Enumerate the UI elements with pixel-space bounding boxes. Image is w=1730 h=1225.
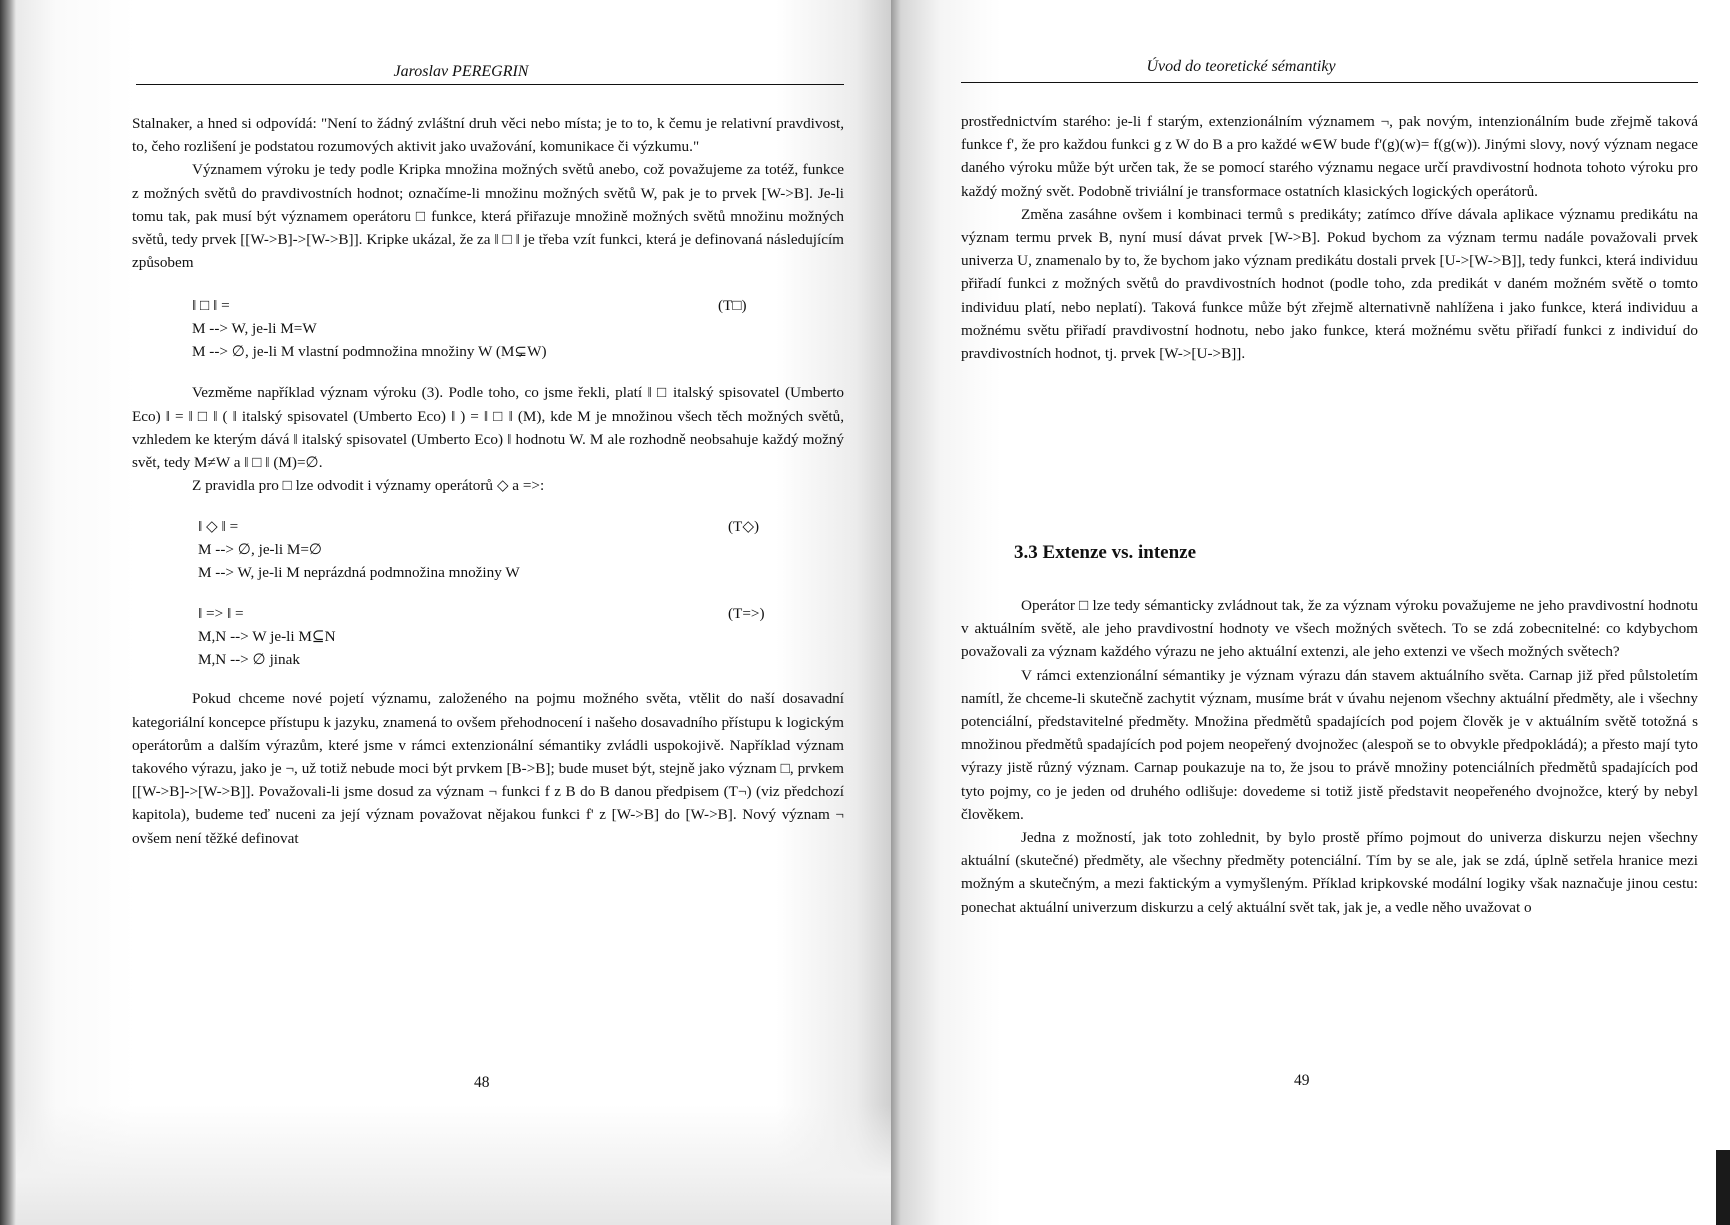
right-body-bottom [961, 594, 1698, 919]
formula-implication-tag: (T=>) [728, 605, 765, 623]
paragraph: Z pravidla pro □ lze odvodit i významy operátorů ◇ a =>: [192, 477, 545, 495]
formula-box-line-1: M --> W, je-li M=W [192, 320, 317, 338]
paragraph: Operátor □ lze tedy sémanticky zvládnout tak, že za význam výroku považujeme ne jeho pravdivostní hodnotu v aktuálním světě, ale jeho pravdivostní hodnoty ve všech možných světech. To se zdá zobecnitelné: co kdybychom považovali za význam každého výrazu ne jeho aktuální extenzi, ale jeho extenzi ve všech možných světech? [961, 597, 1698, 661]
formula-implication-line-1: M,N --> W je-li M⊆N [198, 628, 336, 646]
formula-implication-definition [132, 602, 844, 625]
formula-box-head: ‖ □ ‖ = [192, 297, 230, 315]
formula-box-line-2: M --> ∅, je-li M vlastní podmnožina množiny W (M⊊W) [192, 343, 547, 361]
book-edge-left [0, 0, 16, 1225]
header-rule [961, 82, 1698, 83]
paragraph: V rámci extenzionální sémantiky je význam výrazu dán stavem aktuálního světa. Carnap již před půlstoletím namítl, že chceme-li skutečně zachytit význam, musíme brát v úvahu nejenom všechny aktuální předměty, ale i všechny potenciální, představitelné předměty. Množina předmětů spadajících pod pojem člověk je v aktuálním světě totožná s množinou předmětů spadajících pod pojem neopeřený dvojnožec (alespoň se to obvykle předpokládá); a přesto mají tyto výrazy jistě různý význam. Carnap poukazuje na to, že jsou to právě množiny potenciálních předmětů spadajících pod tyto pojmy, co je jeden od druhého odlišuje: dovedeme si totiž jistě představit neopeřeného dvojnožce, který by nebyl člověkem. [961, 666, 1698, 823]
paragraph: Změna zasáhne ovšem i kombinaci termů s predikáty; zatímco dříve dávala aplikace významu predikátu na význam termu prvek B, nyní musí dávat prvek [W->B]. Pokud bychom za význam termu nadále považovali prvek univerza U, znamenalo by to, že bychom jako význam predikátu dostali prvek [U->[W->B]], tedy funkci, která individuu přiřadí funkci z možných světů do pravdivostních hodnot (podle toho, zda predikát v daném možném světě o tomto individuu platí, nebo neplatí). Taková funkce může být zřejmě alternativně nahlížena i jako funkce, která individuu a možnému světu přiřadí pravdivostní hodnotu, nebo jako funkce, která možnému světu přiřadí funkci z individuí do pravdivostních hodnot, tj. prvek [W->[U->B]]. [961, 205, 1698, 363]
formula-diamond-head: ‖ ◇ ‖ = [198, 518, 239, 536]
formula-implication-head: ‖ => ‖ = [198, 605, 244, 623]
left-page [16, 0, 891, 1225]
paragraph: prostřednictvím starého: je-li f starým, extenzionálním významem ¬, pak novým, intenzionálním bude zřejmě taková funkce f', že pro každou funkci g z W do B a pro každé w∈W bude f'(g)(w)= f(g(w)). Jinými slovy, nový význam negace daného výroku může být určen tak, že se pomocí starého významu negace určí pravdivostní hodnota tohoto výroku pro každý možný svět. Podobně triviální je transformace ostatních klasických logických operátorů. [961, 113, 1698, 200]
paragraph: Jedna z možností, jak toto zohlednit, by bylo prostě přímo pojmout do univerza diskurzu nejen všechny aktuální (skutečné) předměty, ale všechny předměty potenciální. Tím by se ale, jak se zdá, úplně setřela hranice mezi možným a skutečným, a mezi faktickým a vymyšleným. Příklad kripkovské modální logiky však naznačuje jinou cestu: ponechat aktuální univerzum diskurzu a celý aktuální svět tak, jak je, a vedle něho uvažovat o [961, 829, 1698, 916]
formula-box-tag: (T□) [718, 297, 747, 315]
header-rule [136, 84, 844, 85]
page-number-right: 49 [1294, 1072, 1310, 1089]
book-edge-right [1716, 1150, 1730, 1225]
formula-diamond-tag: (T◇) [728, 518, 760, 536]
paragraph: Pokud chceme nové pojetí významu, založeného na pojmu možného světa, vtělit do naší dosavadní kategoriální koncepce přístupu k jazyku, znamená to ovšem přehodnocení i našeho dosavadního přístupu k logickým operátorům a dalším výrazům, které jsme v rámci extenzionální sémantiky zvládli uspokojivě. Například význam takového výrazu, jako je ¬, už totiž nebude moci být prvkem [B->B]; bude muset být, stejně jako význam □, prvkem [[W->B]->[W->B]]. Považovali-li jsme dosud za význam ¬ funkci f z B do B danou předpisem (T¬) (viz předchozí kapitola), budeme teď nuceni za její význam považovat nějakou funkci f' z [W->B] do [W->B]. Nový význam ¬ ovšem není těžké definovat [132, 690, 844, 847]
paragraph: Významem výroku je tedy podle Kripka množina možných světů anebo, což považujeme za totéž, funkce z možných světů do pravdivostních hodnot; označíme-li množinu možných světů W, pak je to prvek [W->B]. Je-li tomu tak, pak musí být významem operátoru □ funkce, která přiřazuje množině možných světů množinu možných světů, tedy prvek [[W->B]->[W->B]]. Kripke ukázal, že za ‖ □ ‖ je třeba vzít funkci, která je definovaná následujícím způsobem [132, 161, 844, 272]
paragraph: Stalnaker, a hned si odpovídá: "Není to žádný zvláštní druh věci nebo místa; je to to, k čemu je relativní pravdivost, to, čeho rozlišení je podstatou rozumových aktivit jako uvažování, komunikace či výzkumu." [132, 115, 844, 156]
formula-implication-line-2: M,N --> ∅ jinak [198, 651, 300, 669]
section-heading: 3.3 Extenze vs. intenze [1014, 542, 1197, 563]
running-header-title: Úvod do teoretické sémantiky [1146, 58, 1336, 75]
right-body-top [961, 110, 1698, 365]
formula-box-definition [132, 294, 844, 317]
formula-diamond-line-1: M --> ∅, je-li M=∅ [198, 541, 323, 559]
right-page [891, 0, 1716, 1225]
formula-diamond-definition [132, 515, 844, 538]
running-header-author: Jaroslav PEREGRIN [393, 63, 529, 80]
left-body [132, 112, 844, 850]
paragraph: Vezměme například význam výroku (3). Podle toho, co jsme řekli, platí ‖ □ italský spisovatel (Umberto Eco) ‖ = ‖ □ ‖ ( ‖ italský spisovatel (Umberto Eco) ‖ ) = ‖ □ ‖ (M), kde M je množinou všech těch možných světů, vzhledem ke kterým dává ‖ italský spisovatel (Umberto Eco) ‖ hodnotu W. M ale rozhodně neobsahuje každý možný svět, tedy M≠W a ‖ □ ‖ (M)=∅. [132, 384, 844, 472]
formula-diamond-line-2: M --> W, je-li M neprázdná podmnožina množiny W [198, 564, 520, 582]
page-number-left: 48 [474, 1074, 490, 1091]
